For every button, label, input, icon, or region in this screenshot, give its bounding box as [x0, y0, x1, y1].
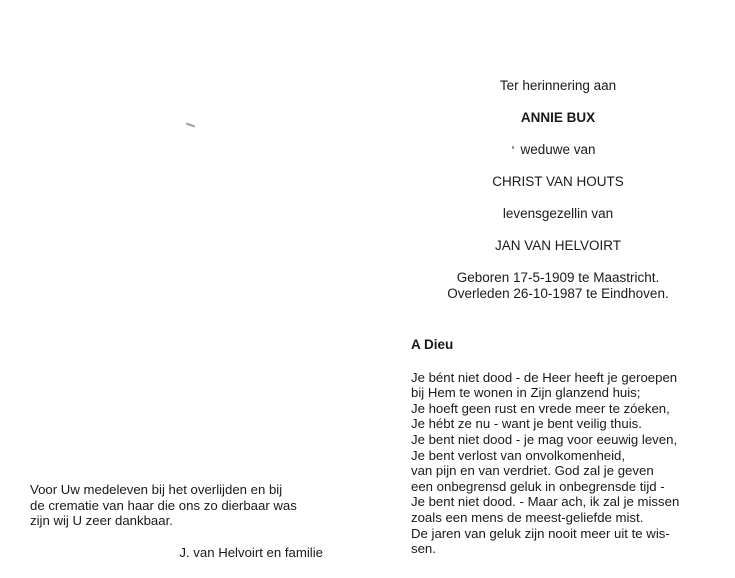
poem-line: sen.	[411, 541, 436, 557]
spouse-name: CHRIST VAN HOUTS	[492, 174, 624, 189]
scan-speck	[186, 123, 195, 128]
partner-name: JAN VAN HELVOIRT	[494, 238, 622, 253]
poem-line: Je bent niet dood. - Maar ach, ik zal je missen	[411, 494, 680, 510]
memorial-header	[420, 78, 696, 302]
relation-partner: levensgezellin van	[502, 206, 614, 221]
thanks-message	[30, 482, 330, 529]
death-date: Overleden 26-10-1987 te Eindhoven.	[447, 286, 669, 301]
deceased-name: ANNIE BUX	[520, 110, 596, 125]
poem-line: een onbegrensd geluk in onbegrensde tijd -	[411, 478, 665, 494]
poem-line: bij Hem te wonen in Zijn glanzend huis;	[411, 385, 641, 401]
poem-line: De jaren van geluk zijn nooit meer uit te wis-	[411, 525, 670, 541]
poem-line: Je bént niet dood - de Heer heeft je geroepen	[411, 369, 678, 385]
thanks-line: Voor Uw medeleven bij het overlijden en bij	[30, 482, 283, 497]
poem	[411, 337, 711, 557]
poem-line: Je hébt ze nu - want je bent veilig thuis.	[411, 416, 642, 432]
poem-line: Je bent niet dood - je mag voor eeuwig leven,	[411, 431, 678, 447]
thanks-line: zijn wij U zeer dankbaar.	[30, 513, 173, 529]
memorial-intro: Ter herinnering aan	[499, 78, 617, 93]
thanks-line: de crematie van haar die ons zo dierbaar was	[30, 497, 297, 513]
birth-date: Geboren 17-5-1909 te Maastricht.	[456, 270, 660, 285]
poem-line: van pijn en van verdriet. God zal je geven	[411, 463, 654, 479]
signature: J. van Helvoirt en familie	[179, 545, 323, 560]
poem-line: Je hoeft geen rust en vrede meer te zóeken,	[411, 400, 670, 416]
relation-widow: weduwe van	[520, 142, 596, 157]
poem-line: Je bent verlost van onvolkomenheid,	[411, 447, 626, 463]
poem-line: zoals een mens de meest-geliefde mist.	[411, 509, 644, 525]
poem-title: A Dieu	[411, 337, 454, 352]
